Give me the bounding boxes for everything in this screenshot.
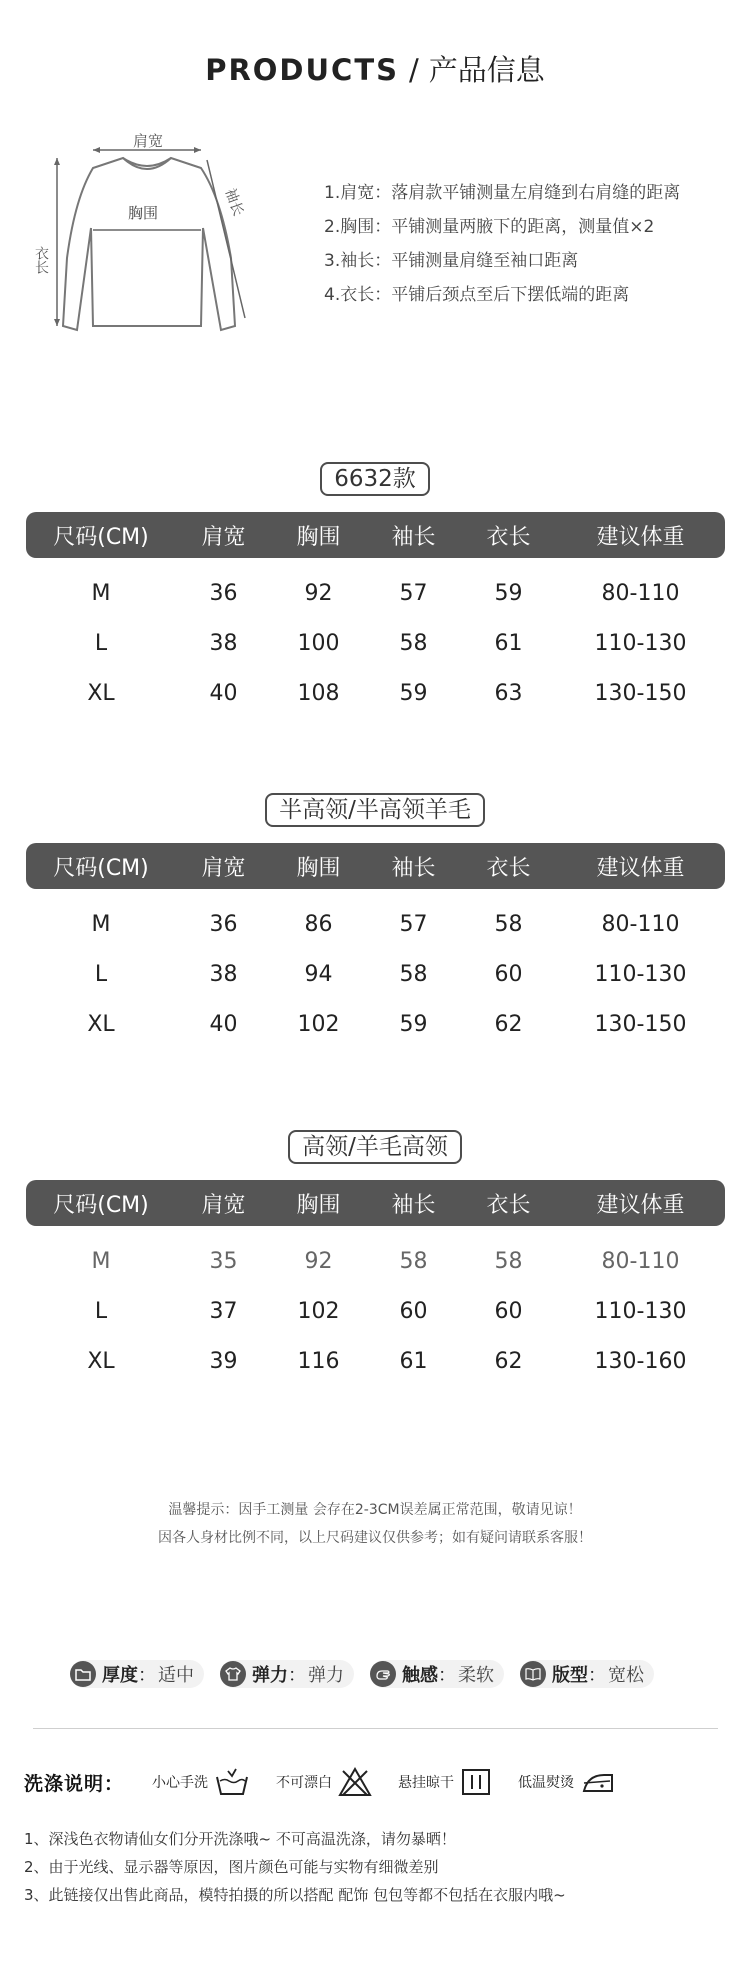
table-row: XL 39 116 61 62 130-160 (87, 1348, 687, 1374)
footnote-2: 2、由于光线、显示器等原因，图片颜色可能与实物有细微差别 (24, 1858, 439, 1876)
note-shoulder: 1.肩宽：落肩款平铺测量左肩缝到右肩缝的距离 (324, 183, 681, 203)
attr-touch: 触感 ： 柔软 (370, 1660, 504, 1688)
measurement-notes (324, 176, 734, 312)
tshirt-icon (220, 1661, 246, 1687)
table-header: 尺码(CM) 肩宽 胸围 袖长 衣长 建议体重 (26, 512, 725, 558)
table-header: 尺码(CM) 肩宽 胸围 袖长 衣长 建议体重 (26, 1180, 725, 1226)
title-en: PRODUCTS (205, 53, 399, 87)
table-row: L 38 100 58 61 110-130 (94, 630, 687, 656)
diagram-chest-label: 胸围 (128, 204, 159, 222)
attr-elasticity: 弹力 ： 弹力 (220, 1660, 354, 1688)
care-footnotes (24, 1825, 724, 1909)
attr-thickness: 厚度 ： 适中 (70, 1660, 204, 1688)
title-zh: 产品信息 (428, 53, 545, 87)
section-tag-high-neck: 高领/羊毛高领 (0, 1130, 750, 1164)
table-row: XL 40 102 59 62 130-150 (87, 1011, 687, 1037)
diagram-length-label: 衣长 (33, 246, 49, 274)
product-attributes (70, 1660, 710, 1688)
section-tag-6632: 6632款 (0, 462, 750, 496)
diagram-sleeve-label: 袖长 (221, 186, 247, 219)
note-sleeve: 3.袖长：平铺测量肩缝至袖口距离 (324, 251, 579, 271)
table-row: M 36 92 57 59 80-110 (91, 580, 680, 606)
table-row: M 36 86 57 58 80-110 (91, 911, 680, 937)
wash-item-hang-dry: 悬挂晾干 (398, 1767, 492, 1797)
size-table-6632 (26, 512, 725, 718)
table-header: 尺码(CM) 肩宽 胸围 袖长 衣长 建议体重 (26, 843, 725, 889)
note-chest: 2.胸围：平铺测量两腋下的距离，测量值×2 (324, 217, 655, 237)
title-separator: / (409, 53, 419, 87)
hang-dry-icon (460, 1767, 492, 1797)
size-table-high-neck (26, 1180, 725, 1386)
folder-icon (70, 1661, 96, 1687)
footnote-1: 1、深浅色衣物请仙女们分开洗涤哦~ 不可高温洗涤，请勿暴晒！ (24, 1830, 456, 1848)
table-row: XL 40 108 59 63 130-150 (87, 680, 687, 706)
glove-icon (370, 1661, 396, 1687)
wash-heading: 洗涤说明： (24, 1772, 125, 1795)
divider (33, 1728, 718, 1729)
section-tag-half-high-neck: 半高领/半高领羊毛 (0, 793, 750, 827)
no-bleach-icon (338, 1767, 372, 1797)
book-icon (520, 1661, 546, 1687)
wash-item-iron: 低温熨烫 (518, 1767, 618, 1797)
note-length: 4.衣长：平铺后颈点至后下摆低端的距离 (324, 285, 630, 305)
hand-wash-icon (214, 1767, 250, 1797)
wash-instructions (24, 1762, 724, 1802)
table-row: L 38 94 58 60 110-130 (94, 961, 687, 987)
table-row: M 35 92 58 58 80-110 (91, 1248, 680, 1274)
tip-line-2: 因各人身材比例不同，以上尺码建议仅供参考；如有疑问请联系客服！ (158, 1530, 592, 1546)
page-title (0, 48, 750, 89)
wash-item-no-bleach: 不可漂白 (276, 1767, 372, 1797)
diagram-shoulder-label: 肩宽 (133, 132, 164, 150)
iron-icon (580, 1767, 618, 1797)
size-table-half-high-neck (26, 843, 725, 1049)
table-row: L 37 102 60 60 110-130 (94, 1298, 687, 1324)
attr-fit: 版型 ： 宽松 (520, 1660, 654, 1688)
measurement-diagram (33, 132, 280, 338)
sweater-diagram-icon (33, 132, 280, 338)
tip-text (0, 1496, 750, 1552)
footnote-3: 3、此链接仅出售此商品，模特拍摄的所以搭配 配饰 包包等都不包括在衣服内哦~ (24, 1886, 566, 1904)
wash-item-hand-wash: 小心手洗 (152, 1767, 250, 1797)
tip-line-1: 温馨提示：因手工测量 会存在2-3CM误差属正常范围，敬请见谅！ (168, 1502, 582, 1518)
